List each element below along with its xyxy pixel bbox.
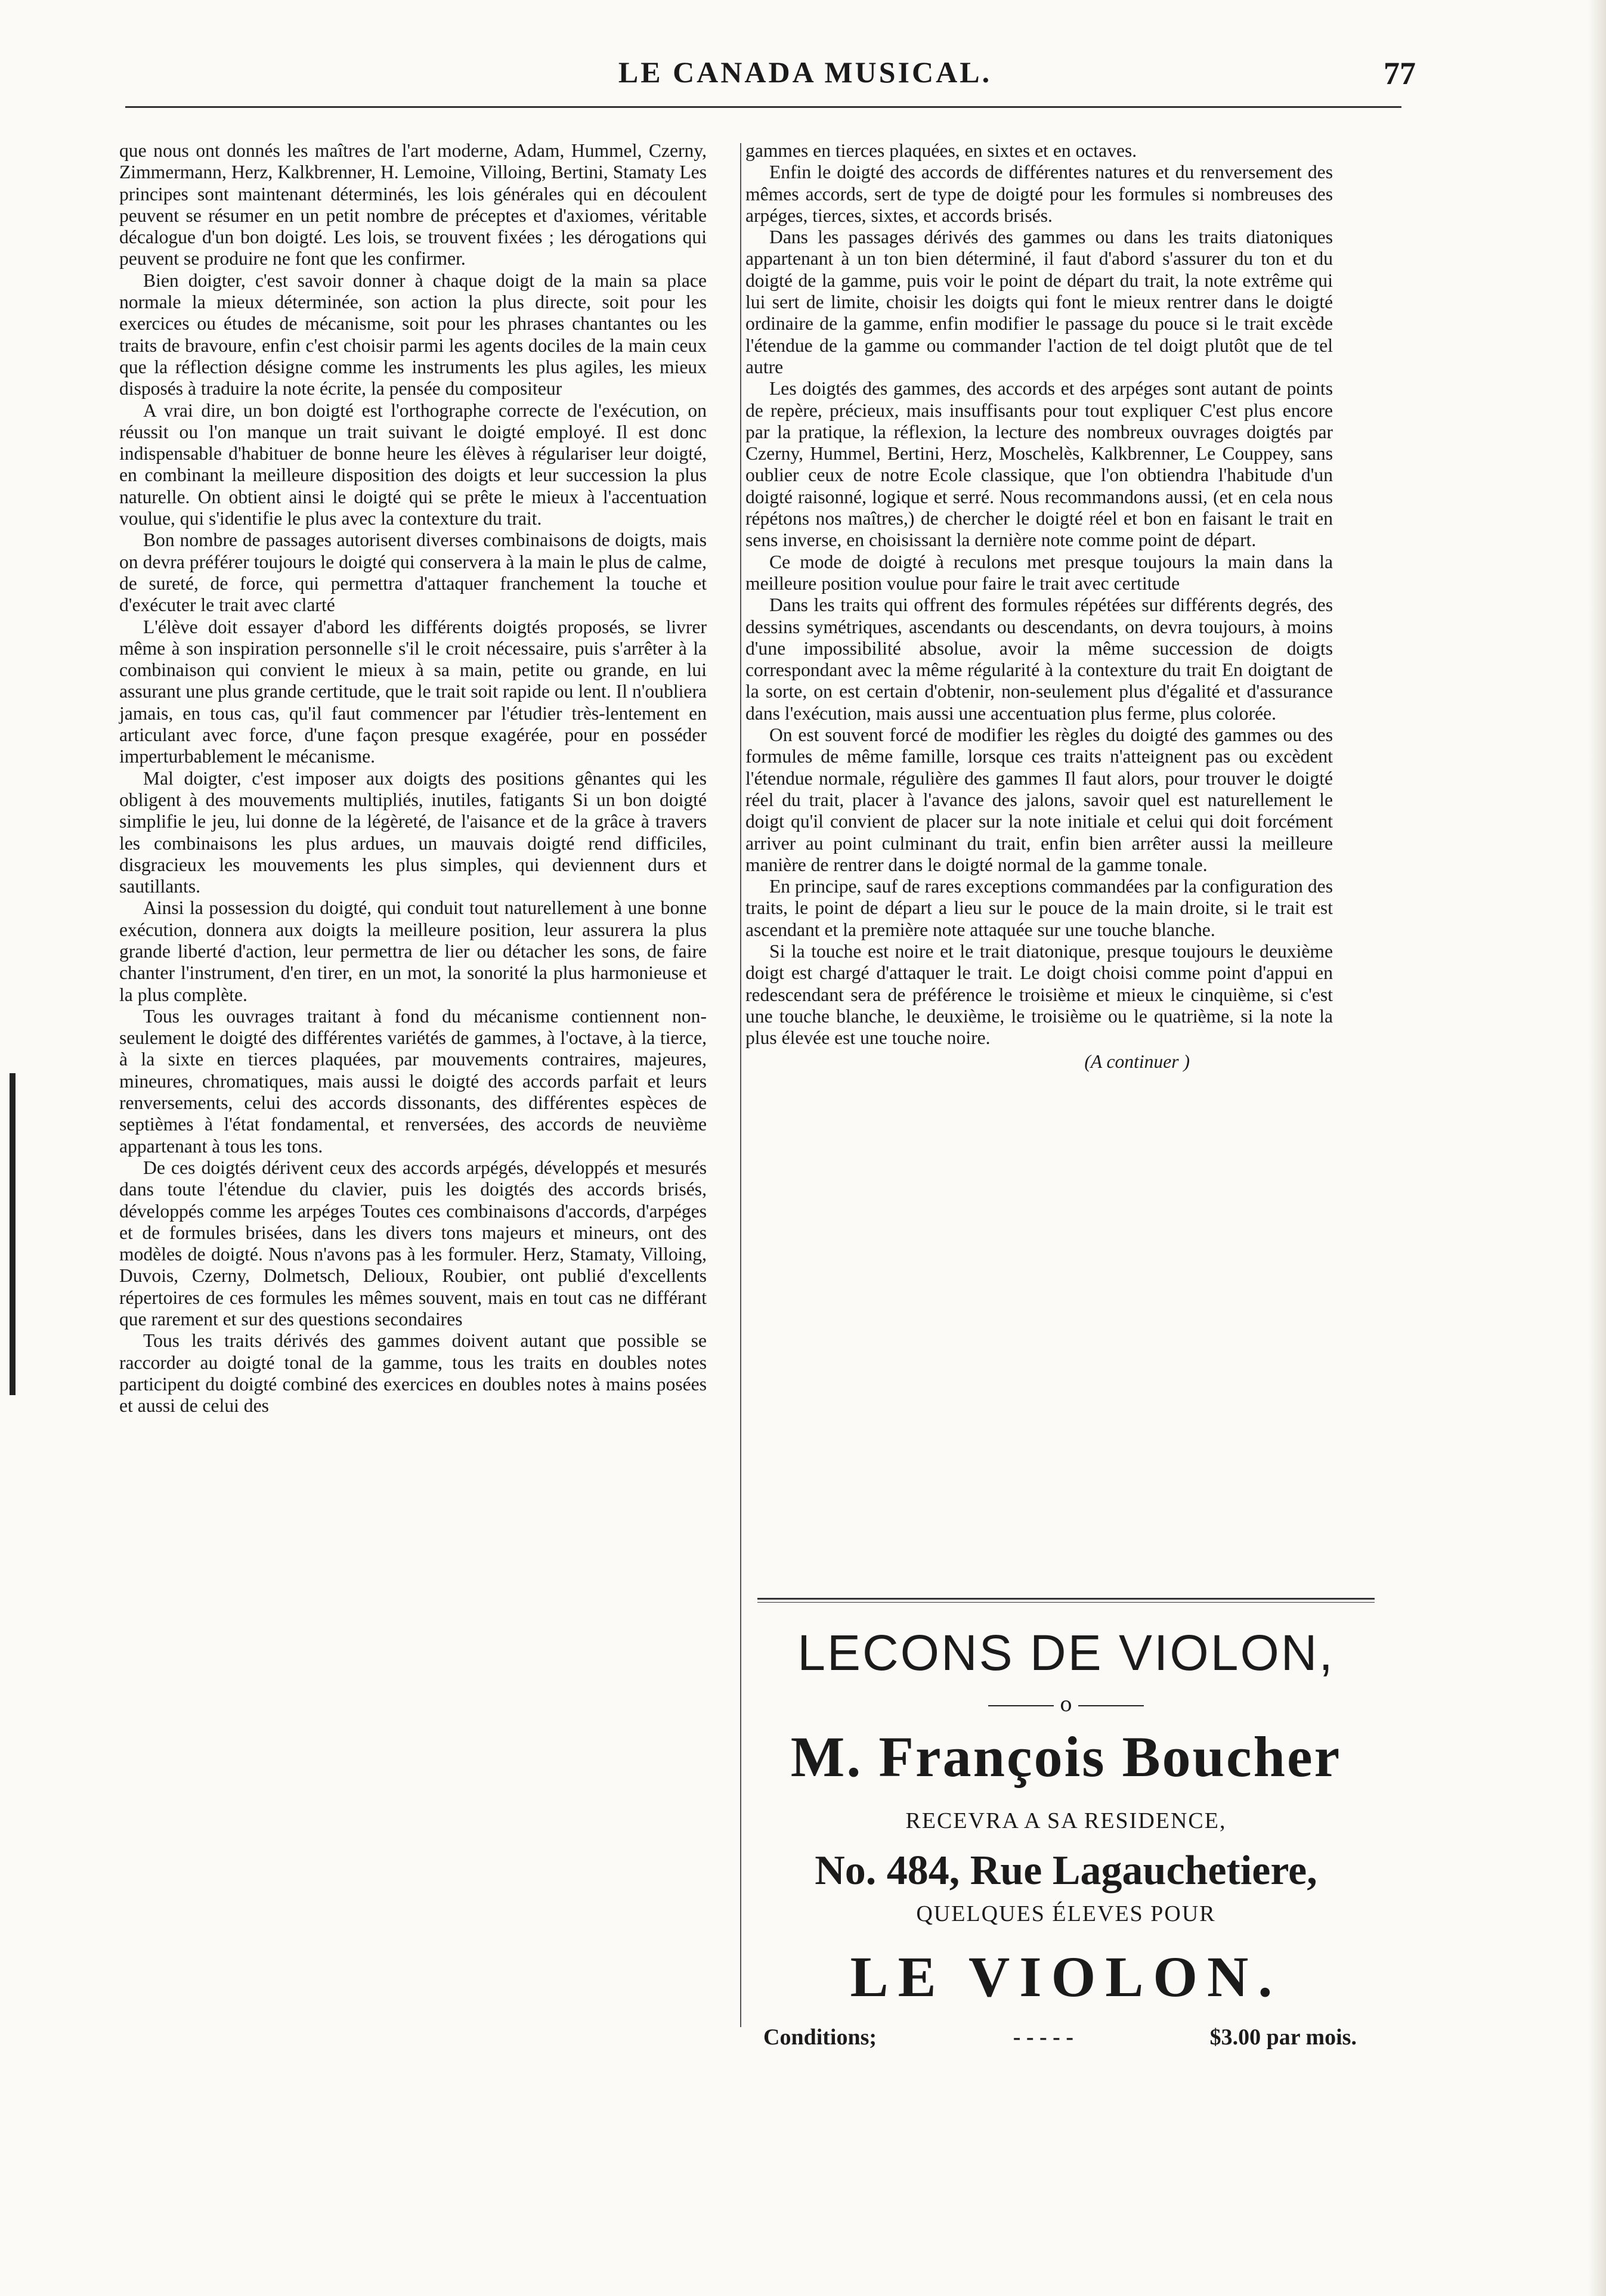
ornament-line (1078, 1705, 1144, 1706)
ad-heading: LECONS DE VIOLON, (797, 1625, 1335, 1681)
paragraph: Bon nombre de passages autorisent diverses combinaisons de doigts, mais on devra préférer toujours le doigté qui conservera à la main le plus de calme, de sureté, de force, qui permettra d'attaquer franchement la touche et d'exécuter le trait avec clarté (119, 529, 707, 616)
paragraph: A vrai dire, un bon doigté est l'orthographe correcte de l'exécution, on réussit ou l'on manque un trait suivant le doigté employé. Il est donc indispensable d'habituer de bonne heure les élèves à régulariser leur doigté, en combinant la meilleure disposition des doigts et leur succession la plus naturelle. On obtient ainsi le doigté qui se prête le mieux à l'accentuation voulue, qui s'identifie le plus avec la contexture du trait. (119, 399, 707, 529)
paragraph: Ainsi la possession du doigté, qui conduit tout naturellement à une bonne exécution, donnera aux doigts la meilleure position, leur assurera la plus grande liberté d'action, leur permettra de lier ou détacher les sons, de faire chanter l'instrument, d'en tirer, en un mot, la sonorité la plus harmonieuse et la plus complète. (119, 897, 707, 1005)
paragraph: Si la touche est noire et le trait diatonique, presque toujours le deuxième doigt est chargé d'attaquer le trait. Le doigt choisi comme point d'appui en redescendant sera de préférence le troisième et mieux le cinquième, si c'est une touche blanche, le deuxième, le troisième ou le quatrième, si la note la plus élevée est une touche noire. (745, 940, 1333, 1049)
paragraph: Les doigtés des gammes, des accords et des arpéges sont autant de points de repère, précieux, mais insuffisants pour tout expliquer C'est plus encore par la pratique, la réflexion, la lecture des nombreux ouvrages doigtés par Czerny, Hummel, Bertini, Herz, Moschelès, Kalkbrenner, Le Couppey, sans oublier ceux de notre Ecole classique, que l'on obtiendra l'habitude d'un doigté raisonné, logique et serré. Nous recommandons aussi, (et en cela nous répétons nos maîtres,) de chercher le doigté réel et bon en faisant le trait en sens inverse, en choisissant la dernière note comme point de départ. (745, 378, 1333, 551)
paragraph: Ce mode de doigté à reculons met presque toujours la main dans la meilleure position voulue pour faire le trait avec certitude (745, 551, 1333, 594)
left-column (119, 140, 707, 1417)
running-head: LE CANADA MUSICAL. (618, 55, 992, 89)
margin-mark (10, 1073, 16, 1395)
paragraph: Bien doigter, c'est savoir donner à chaque doigt de la main sa place normale la mieux déterminée, son action la plus directe, soit pour les exercices ou études de mécanisme, soit pour les phrases chantantes ou les traits de bravoure, enfin c'est choisir parmi les agents dociles de la main ceux que la réflection désigne comme les instruments les plus agiles, les mieux disposés à traduire la note écrite, la pensée du compositeur (119, 269, 707, 399)
paragraph: Mal doigter, c'est imposer aux doigts des positions gênantes qui les obligent à des mouvements multipliés, inutiles, fatigants Si un bon doigté simplifie le jeu, lui donne de la légèreté, de l'aisance et de la grâce à travers les combinaisons les plus ardues, un mauvais doigté rend difficiles, disgracieux les mouvements les plus simples, qui deviennent durs et sautillants. (119, 767, 707, 897)
conditions-price: $3.00 par mois. (1209, 2025, 1357, 2050)
ad-top-rule (757, 1598, 1375, 1603)
paragraph: De ces doigtés dérivent ceux des accords arpégés, développés et mesurés dans toute l'étendue du clavier, puis les doigtés des accords brisés, développés comme les arpéges Toutes ces combinaisons d'accords, d'arpéges et de formules brisées, dans les divers tons majeurs et mineurs, ont des modèles de doigté. Nous n'avons pas à les formuler. Herz, Stamaty, Villoing, Duvois, Czerny, Dolmetsch, Delioux, Roubier, ont publié d'excellents répertoires de ces formules les mêmes souvent, mais en tout cas ne différant que rarement et sur des questions secondaires (119, 1157, 707, 1330)
ornament-line (988, 1705, 1054, 1706)
ad-line-residence: RECEVRA A SA RESIDENCE, (905, 1808, 1227, 1833)
paragraph: Tous les ouvrages traitant à fond du mécanisme contiennent non-seulement le doigté des différentes variétés de gammes, à l'octave, à la tierce, à la sixte en tierces plaquées, par mouvements contraires, majeures, mineures, chromatiques, mais aussi le doigté des accords parfait et leurs renversements, celui des accords dissonants, des différentes espèces de septièmes à l'état fondamental, et renversées, des accords de neuvième appartenant à tous les tons. (119, 1005, 707, 1157)
paragraph: gammes en tierces plaquées, en sixtes et en octaves. (745, 140, 1137, 161)
right-column (745, 140, 1333, 1073)
ad-teacher-name: M. François Boucher (790, 1725, 1342, 1789)
ad-ornament (745, 1693, 1387, 1716)
paragraph: En principe, sauf de rares exceptions commandées par la configuration des traits, le point de départ a lieu sur le pouce de la main droite, si le trait est ascendant et la première note attaquée sur une touche blanche. (745, 876, 1333, 940)
advertisement (745, 1598, 1387, 2050)
ad-address: No. 484, Rue Lagauchetiere, (815, 1848, 1317, 1894)
paragraph: On est souvent forcé de modifier les règles du doigté des gammes ou des formules de même famille, lorsque ces traits n'atteignent pas ou excèdent l'étendue normale, régulière des gammes Il faut alors, pour trouver le doigté réel du trait, placer à l'avance des jalons, savoir quel est naturellement le doigt qu'il convient de placer sur la note initiale et celui qui doit forcément arriver au point culminant du trait, enfin bien arrêter aussi la meilleure manière de rentrer dans le doigté normal de la gamme tonale. (745, 724, 1333, 875)
paragraph: Tous les traits dérivés des gammes doivent autant que possible se raccorder au doigté tonal de la gamme, tous les traits en doubles notes participent du doigté combiné des exercices en doubles notes à mains posées et aussi de celui des (119, 1330, 707, 1417)
header-rule (125, 106, 1401, 108)
continued-note: (A continuer ) (1084, 1051, 1190, 1073)
conditions-label: Conditions; (763, 2025, 877, 2050)
paragraph: Dans les traits qui offrent des formules répétées sur différents degrés, des dessins symétriques, ascendants ou descendants, on devra toujours, à moins d'une impossibilité absolue, avoir la même succession de doigts correspondant avec la même régularité à la contexture du trait En doigtant de la sorte, on est certain d'obtenir, non-seulement plus d'égalité et d'assurance dans l'exécution, mais aussi une accentuation plus ferme, plus colorée. (745, 594, 1333, 724)
ad-instrument: LE VIOLON. (850, 1945, 1282, 2009)
paragraph: que nous ont donnés les maîtres de l'art moderne, Adam, Hummel, Czerny, Zimmermann, Herz, Kalkbrenner, H. Lemoine, Villoing, Bertini, Stamaty Les principes sont maintenant déterminés, les lois générales qui en découlent peuvent se résumer en un petit nombre de préceptes et d'axiomes, véritable décalogue d'un bon doigté. Les lois, se trouvent fixées ; les dérogations qui peuvent se produire ne font que les confirmer. (119, 140, 707, 269)
page-edge (1588, 0, 1606, 2296)
ad-conditions (745, 2024, 1387, 2050)
paragraph: Enfin le doigté des accords de différentes natures et du renversement des mêmes accords, sert de type de doigté pour les formules si nombreuses des arpéges, tierces, sixtes, et accords brisés. (745, 162, 1333, 226)
ornament-circle: o (1060, 1693, 1072, 1716)
paragraph: L'élève doit essayer d'abord les différents doigtés proposés, se livrer même à son inspiration personnelle s'il le croit nécessaire, puis s'arrêter à la combinaison qui convient le mieux à sa main, petite ou grande, en lui assurant une plus grande certitude, que le trait soit rapide ou lent. Il n'oubliera jamais, en tous cas, qu'il faut commencer par l'étudier très-lentement en articulant avec force, d'une façon presque exagérée, pour en posséder imperturbablement le mécanisme. (119, 616, 707, 767)
conditions-dashes: - - - - - (1013, 2025, 1073, 2050)
page-number: 77 (1384, 55, 1416, 91)
paragraph: Dans les passages dérivés des gammes ou dans les traits diatoniques appartenant à un ton bien déterminé, il faut d'abord s'assurer du ton et du doigté de la gamme, puis voir le point de départ du trait, la note extrême qui lui sert de limite, choisir les doigts qui font le mieux rentrer dans le doigté ordinaire de la gamme, enfin modifier le passage du pouce si le trait excède l'étendue de la gamme ou commander l'action de tel doigt plutôt que de tel autre (745, 227, 1333, 377)
column-divider (740, 143, 741, 2027)
ad-line-students: QUELQUES ÉLEVES POUR (916, 1901, 1216, 1926)
